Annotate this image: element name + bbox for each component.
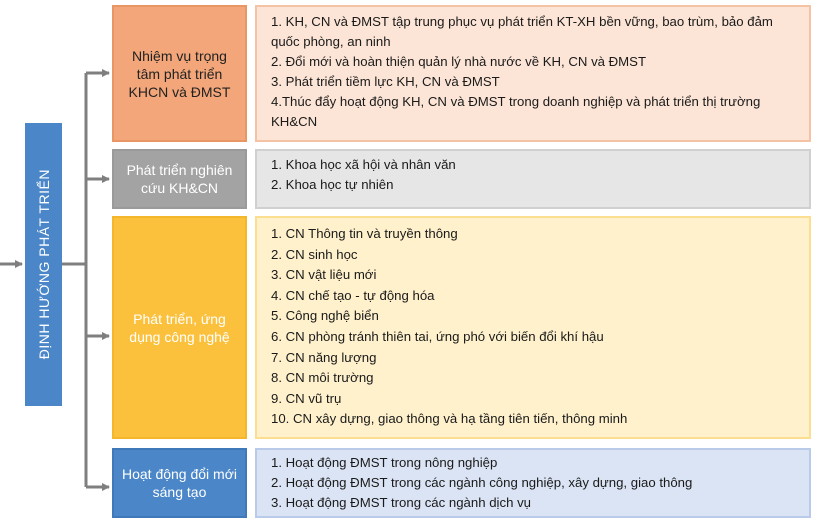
list-item: 4. CN chế tạo - tự động hóa	[271, 287, 435, 303]
branch-4-title-box	[112, 448, 247, 518]
branch-4-title: Hoạt động đổi mới sáng tạo	[121, 466, 238, 500]
list-item: 3. CN vật liệu mới	[271, 267, 377, 283]
branch-2-details	[255, 149, 811, 209]
list-item: 2. CN sinh học	[271, 246, 358, 262]
branch-3-title: Phát triển, ứng dụng công nghệ	[129, 310, 230, 345]
list-item: 9. CN vũ trụ	[271, 390, 342, 406]
root-label: ĐỊNH HƯỚNG PHÁT TRIỂN	[35, 169, 52, 360]
root-node	[25, 123, 62, 406]
list-item: 3. Phát triển tiềm lực KH, CN và ĐMST	[271, 74, 500, 89]
list-item: 8. CN môi trường	[271, 370, 374, 386]
list-item: 3. Hoạt động ĐMST trong các ngành dịch vụ	[271, 495, 531, 510]
list-item: 10. CN xây dựng, giao thông và hạ tầng tiên tiến, thông minh	[271, 411, 628, 427]
branch-2-title: Phát triển nghiên cứu KH&CN	[126, 162, 233, 196]
list-item: 2. Hoạt động ĐMST trong các ngành công nghiệp, xây dựng, giao thông	[271, 475, 693, 490]
branch-1-details	[255, 5, 811, 142]
branch-1-title-box	[112, 5, 247, 142]
branch-4-details	[255, 448, 811, 518]
list-item: 2. Đổi mới và hoàn thiện quản lý nhà nước về KH, CN và ĐMST	[271, 54, 647, 69]
list-item: 1. Hoạt động ĐMST trong nông nghiệp	[271, 455, 498, 470]
list-item: 5. Công nghệ biển	[271, 308, 379, 324]
list-item: 6. CN phòng tránh thiên tai, ứng phó với biến đổi khí hậu	[271, 328, 604, 344]
branch-3-details	[255, 216, 811, 439]
list-item: 2. Khoa học tự nhiên	[271, 177, 394, 192]
branch-2-title-box	[112, 149, 247, 209]
list-item: 1. Khoa học xã hội và nhân văn	[271, 157, 456, 172]
list-item: 1. KH, CN và ĐMST tập trung phục vụ phát triển KT-XH bền vững, bao trùm, bảo đảm quốc phòng, an ninh	[271, 14, 773, 49]
branch-3-title-box	[112, 216, 247, 439]
list-item: 4.Thúc đẩy hoạt động KH, CN và ĐMST trong doanh nghiệp và phát triển thị trường KH&CN	[271, 94, 761, 129]
branch-1-title: Nhiệm vụ trọng tâm phát triển KHCN và ĐMST	[128, 47, 231, 100]
list-item: 1. CN Thông tin và truyền thông	[271, 226, 458, 241]
list-item: 7. CN năng lượng	[271, 349, 377, 365]
